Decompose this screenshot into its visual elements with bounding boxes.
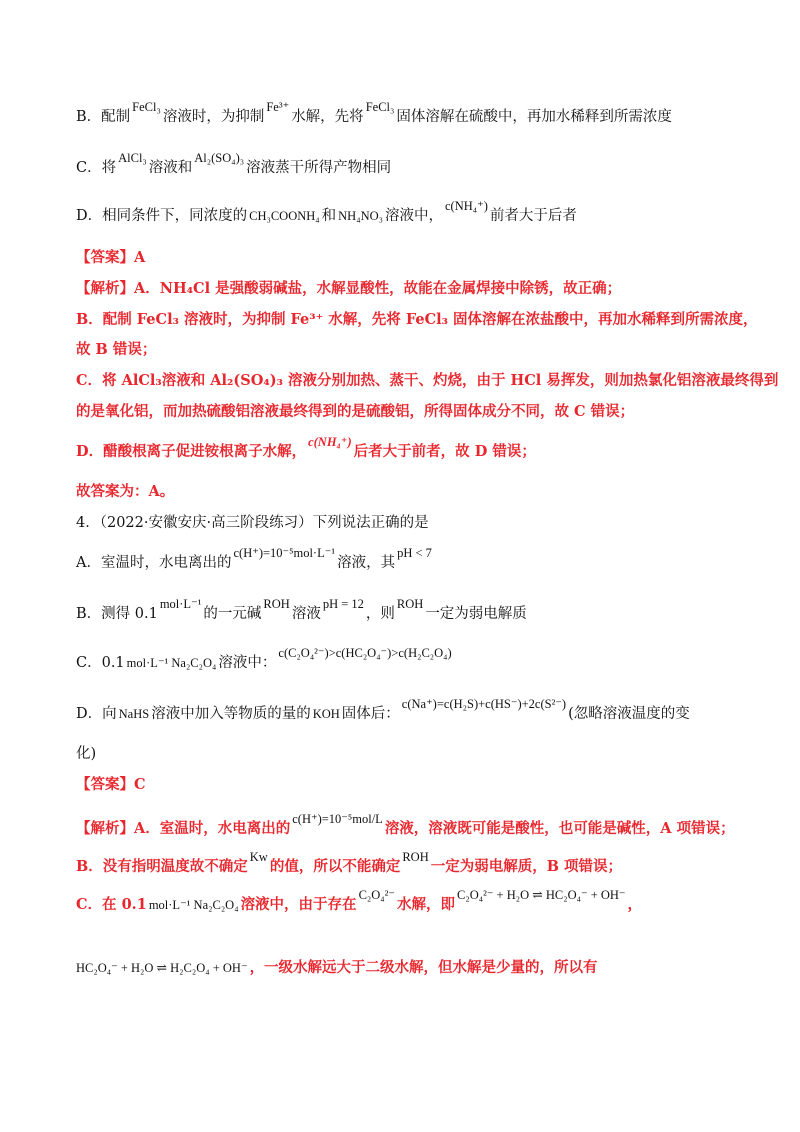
formula: C₂O₄²⁻ + H₂O ⇌ HC₂O₄⁻ + OH⁻ [457,888,626,902]
formula: ROH [402,850,429,864]
q3-option-c: C．将AlCl₃溶液和Al₂(SO₄)₃溶液蒸干所得产物相同 [76,151,392,176]
q3-option-b: B．配制FeCl₃溶液时，为抑制Fe³⁺水解，先将FeCl₃固体溶解在硫酸中，再加水稀释到所需浓度 [76,100,672,125]
formula: Kw [249,850,268,864]
formula: FeCl₃ [132,100,161,114]
formula: c(H⁺)=10⁻⁵mol·L⁻¹ [233,546,336,560]
formula: HC₂O₄⁻ + H₂O ⇌ H₂C₂O₄ + OH⁻ [76,961,248,975]
formula: c(H⁺)=10⁻⁵mol/L [292,812,383,826]
q4-option-b: B．测得 0.1mol·L⁻¹的一元碱ROH溶液pH = 12，则ROH一定为弱电解质 [76,597,527,622]
formula: mol·L⁻¹ Na₂C₂O₄ [148,898,239,912]
formula: FeCl₃ [365,100,395,114]
formula: KOH [312,707,340,721]
formula: mol·L⁻¹ [159,597,202,611]
q4-option-d-cont: 化) [76,746,97,762]
q3-final-answer: 故答案为：A。 [76,483,175,500]
q3-answer: 【答案】A [76,249,146,266]
q3-option-d: D．相同条件下，同浓度的 CH₃COONH₄ 和 NH₄NO₃ 溶液中，c(NH₄⁺)前者大于后者 [76,199,577,224]
formula: pH = 12 [322,597,364,611]
q3-analysis-c-cont: 的是氧化铝，而加热硫酸铝溶液最终得到的是硫酸铝，所得固体成分不同，故 C 错误； [76,403,635,420]
formula: ROH [263,597,290,611]
q3-analysis-d: D．醋酸根离子促进铵根离子水解，c(NH₄⁺)后者大于前者，故 D 错误； [76,435,536,460]
q4-option-d: D．向 NaHS 溶液中加入等物质的量的 KOH 固体后：c(Na⁺)=c(H₂S)+c(HS⁻)+2c(S²⁻)(忽略溶液温度的变 [76,697,690,722]
q4-analysis-c: C．在 0.1 mol·L⁻¹ Na₂C₂O₄ 溶液中，由于存在C₂O₄²⁻水解，即C₂O₄²⁻ + H₂O ⇌ HC₂O₄⁻ + OH⁻， [76,888,643,913]
q3-analysis-b-cont: 故 B 错误； [76,341,157,358]
q3-analysis-c: C．将 AlCl₃溶液和 Al₂(SO₄)₃ 溶液分别加热、蒸干、灼烧，由于 HCl 易挥发，则加热氯化铝溶液最终得到 [76,372,779,389]
q4-analysis-a: 【解析】A．室温时，水电离出的c(H⁺)=10⁻⁵mol/L溶液，溶液既可能是酸性，也可能是碱性，A 项错误； [76,812,735,837]
formula: ROH [396,597,424,611]
q4-option-a: A．室温时，水电离出的c(H⁺)=10⁻⁵mol·L⁻¹溶液，其pH < 7 [76,546,432,571]
formula: NaHS [118,707,150,721]
q3-analysis-b: B．配制 FeCl₃ 溶液时，为抑制 Fe³⁺ 水解，先将 FeCl₃ 固体溶解在浓盐酸中，再加水稀释到所需浓度， [76,311,758,328]
q4-option-c: C．0.1 mol·L⁻¹ Na₂C₂O₄ 溶液中：c(C₂O₄²⁻)>c(HC₂O₄⁻)>c(H₂C₂O₄) [76,646,452,671]
q4-analysis-c-cont: HC₂O₄⁻ + H₂O ⇌ H₂C₂O₄ + OH⁻ ，一级水解远大于二级水解，但水解是少量的，所以有 [76,959,598,976]
formula: Al₂(SO₄)₃ [194,151,245,165]
formula: c(Na⁺)=c(H₂S)+c(HS⁻)+2c(S²⁻) [401,697,567,711]
formula: c(NH₄⁺) [308,435,352,449]
formula: CH₃COONH₄ [249,209,320,223]
q3-analysis-a: 【解析】A．NH₄Cl 是强酸弱碱盐，水解显酸性，故能在金属焊接中除锈，故正确； [76,280,622,297]
formula: Fe³⁺ [266,100,290,114]
formula: AlCl₃ [118,151,147,165]
q4-stem: 4．（2022·安徽安庆·高三阶段练习）下列说法正确的是 [76,515,429,531]
q4-analysis-b: B．没有指明温度故不确定Kw的值，所以不能确定ROH一定为弱电解质，B 项错误； [76,850,623,875]
formula: mol·L⁻¹ Na₂C₂O₄ [126,656,217,670]
formula: C₂O₄²⁻ [358,888,395,902]
q4-answer: 【答案】C [76,776,146,793]
formula: pH < 7 [397,546,432,560]
formula: NH₄NO₃ [338,209,383,223]
formula: c(NH₄⁺) [444,199,488,213]
formula: c(C₂O₄²⁻)>c(HC₂O₄⁻)>c(H₂C₂O₄) [278,646,452,660]
